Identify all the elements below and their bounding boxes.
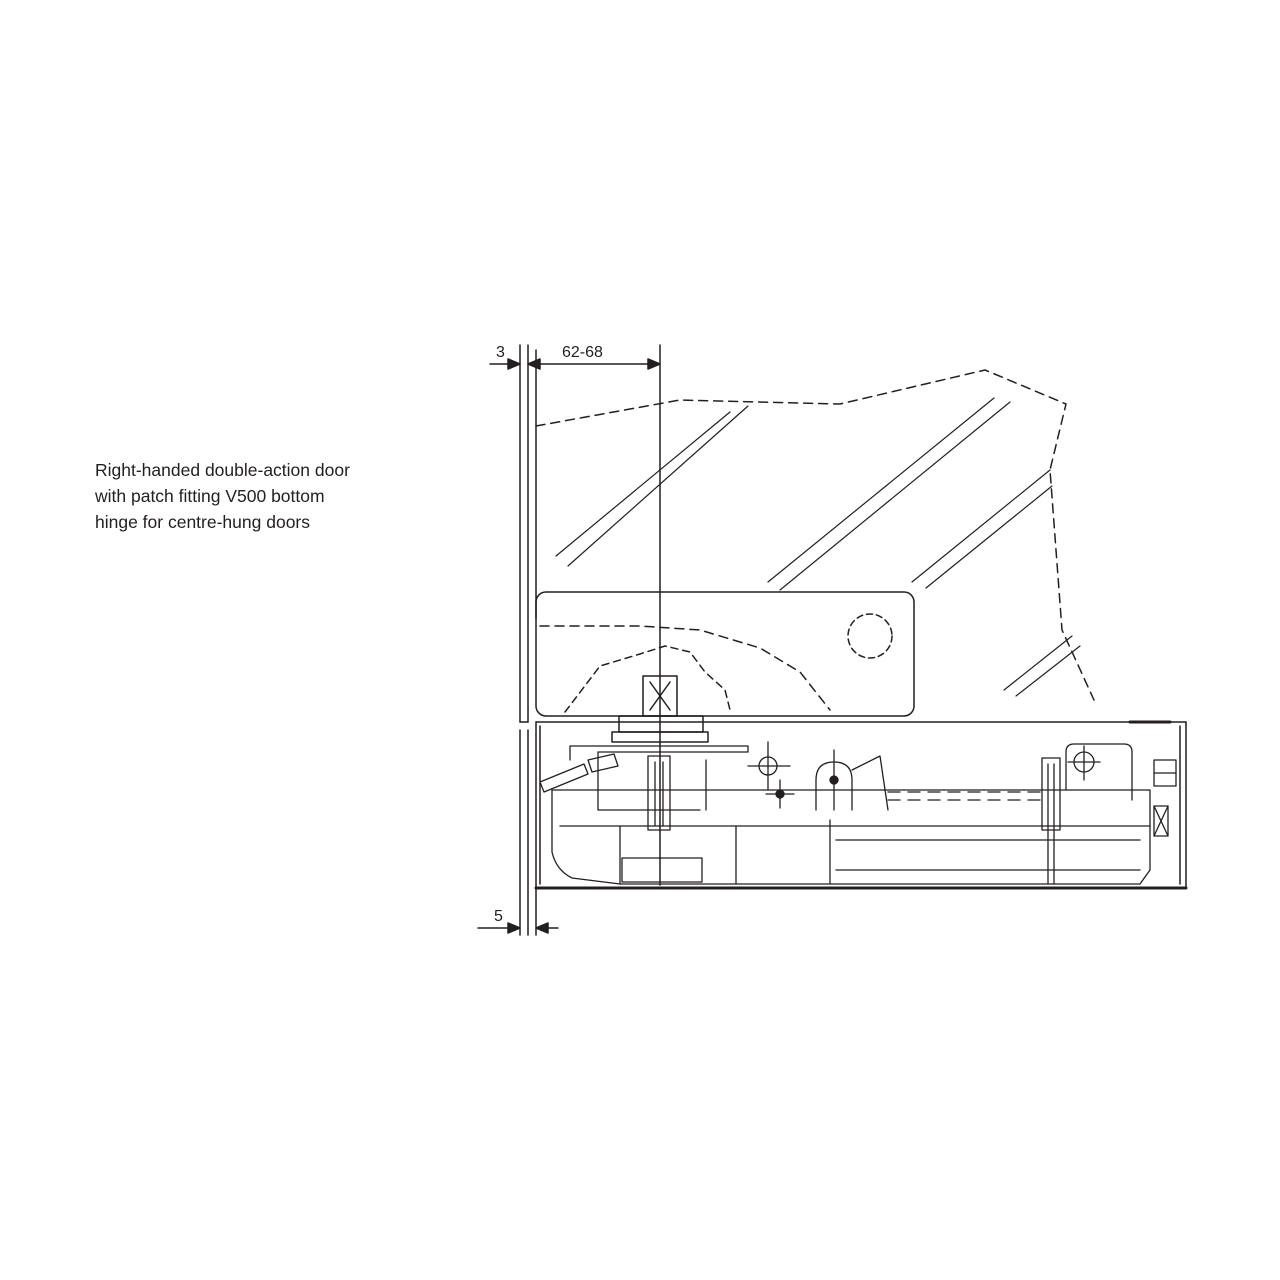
caption-line-2: with patch fitting V500 bottom — [95, 486, 325, 506]
frame-lines — [520, 345, 528, 935]
hinge-mechanism — [540, 742, 1176, 884]
dimension-label-5: 5 — [494, 908, 503, 925]
caption-line-1: Right-handed double-action door — [95, 460, 350, 480]
bottom-dimension — [478, 888, 558, 935]
top-dimension — [490, 344, 660, 885]
glass-reflection-lines — [556, 398, 1080, 696]
floor-box — [536, 722, 1186, 888]
patch-fitting-plate — [536, 592, 914, 716]
dimension-label-62-68: 62-68 — [562, 344, 603, 361]
caption-line-3: hinge for centre-hung doors — [95, 512, 310, 532]
glass-door-outline — [536, 370, 1094, 700]
dimension-label-3: 3 — [496, 344, 505, 361]
